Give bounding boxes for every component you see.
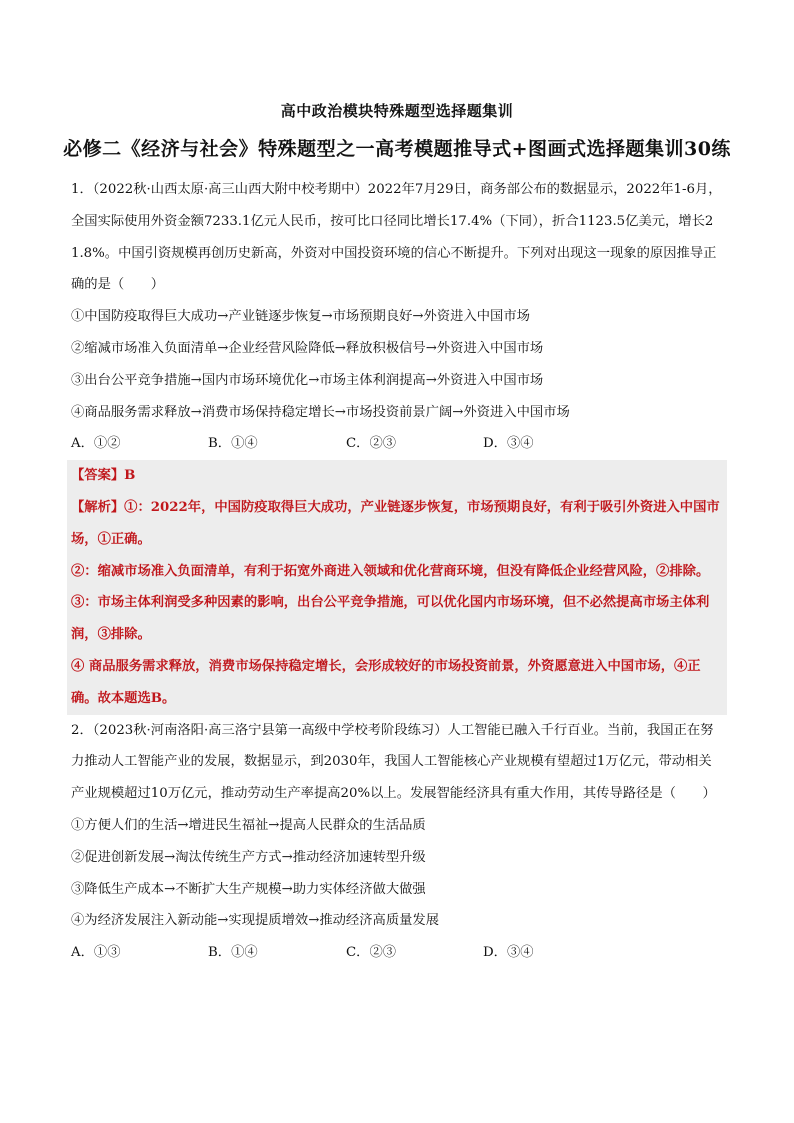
question-1-options xyxy=(71,428,723,460)
option-b: B．①④ xyxy=(208,945,258,961)
question-2-options xyxy=(71,937,723,969)
option-c: C．②③ xyxy=(346,945,397,961)
analysis-paragraph: ④ 商品服务需求释放，消费市场保持稳定增长，会形成较好的市场投资前景，外资愿意进入中国市场，④正确。故本题选B。 xyxy=(71,658,701,706)
document-title: 高中政治模块特殊题型选择题集训 xyxy=(280,102,514,120)
analysis-paragraph: ③：市场主体利润受多种因素的影响，出台公平竞争措施，可以优化国内市场环境，但不必然提高市场主体利润，③排除。 xyxy=(71,595,710,643)
question-2-item: ②促进创新发展→淘汰传统生产方式→推动经济加速转型升级 xyxy=(71,849,426,865)
question-1-item: ③出台公平竞争措施→国内市场环境优化→市场主体利润提高→外资进入中国市场 xyxy=(71,372,544,388)
question-1-item: ④商品服务需求释放→消费市场保持稳定增长→市场投资前景广阔→外资进入中国市场 xyxy=(71,404,570,420)
question-1-stem: 1．（2022秋·山西太原·高三山西大附中校考期中）2022年7月29日，商务部公布的数据显示，2022年1-6月，全国实际使用外资金额7233.1亿元人民币，按可比口径同比增长17.4%（下同），折合1123.5亿美元，增长21.8%。中国引资规模再创历史新高，外资对中国投资环境的信心不断提升。下列对出现这一现象的原因推导正确的是（ ） xyxy=(71,182,722,293)
option-d: D．③④ xyxy=(483,945,534,961)
option-a: A．①② xyxy=(71,436,121,452)
option-b: B．①④ xyxy=(208,436,258,452)
option-c: C．②③ xyxy=(346,436,397,452)
question-1-item: ②缩减市场准入负面清单→企业经营风险降低→释放积极信号→外资进入中国市场 xyxy=(71,340,544,356)
analysis-paragraph: ②：缩减市场准入负面清单，有利于拓宽外商进入领域和优化营商环境，但没有降低企业经营风险，②排除。 xyxy=(71,563,710,579)
option-a: A．①③ xyxy=(71,945,121,961)
answer-box xyxy=(67,460,727,714)
answer-label: 【答案】B xyxy=(71,468,136,484)
analysis-paragraph: 【解析】①：2022年，中国防疫取得巨大成功，产业链逐步恢复，市场预期良好，有利于吸引外资进入中国市场，①正确。 xyxy=(71,499,720,547)
document-body xyxy=(71,174,723,969)
document-subtitle: 必修二《经济与社会》特殊题型之一高考模题推导式+图画式选择题集训30练 xyxy=(63,138,731,160)
option-d: D．③④ xyxy=(483,436,534,452)
question-2-stem: 2．（2023秋·河南洛阳·高三洛宁县第一高级中学校考阶段练习）人工智能已融入千行百业。当前，我国正在努力推动人工智能产业的发展，数据显示，到2030年，我国人工智能核心产业规模有望超过1万亿元，带动相关产业规模超过10万亿元，推动劳动生产率提高20%以上。发展智能经济具有重大作用，其传导路径是（ ） xyxy=(71,722,716,802)
question-2-item: ③降低生产成本→不断扩大生产规模→助力实体经济做大做强 xyxy=(71,881,426,897)
question-1-item: ①中国防疫取得巨大成功→产业链逐步恢复→市场预期良好→外资进入中国市场 xyxy=(71,309,530,325)
question-2-item: ①方便人们的生活→增进民生福祉→提高人民群众的生活品质 xyxy=(71,817,426,833)
question-2-item: ④为经济发展注入新动能→实现提质增效→推动经济高质量发展 xyxy=(71,913,440,929)
